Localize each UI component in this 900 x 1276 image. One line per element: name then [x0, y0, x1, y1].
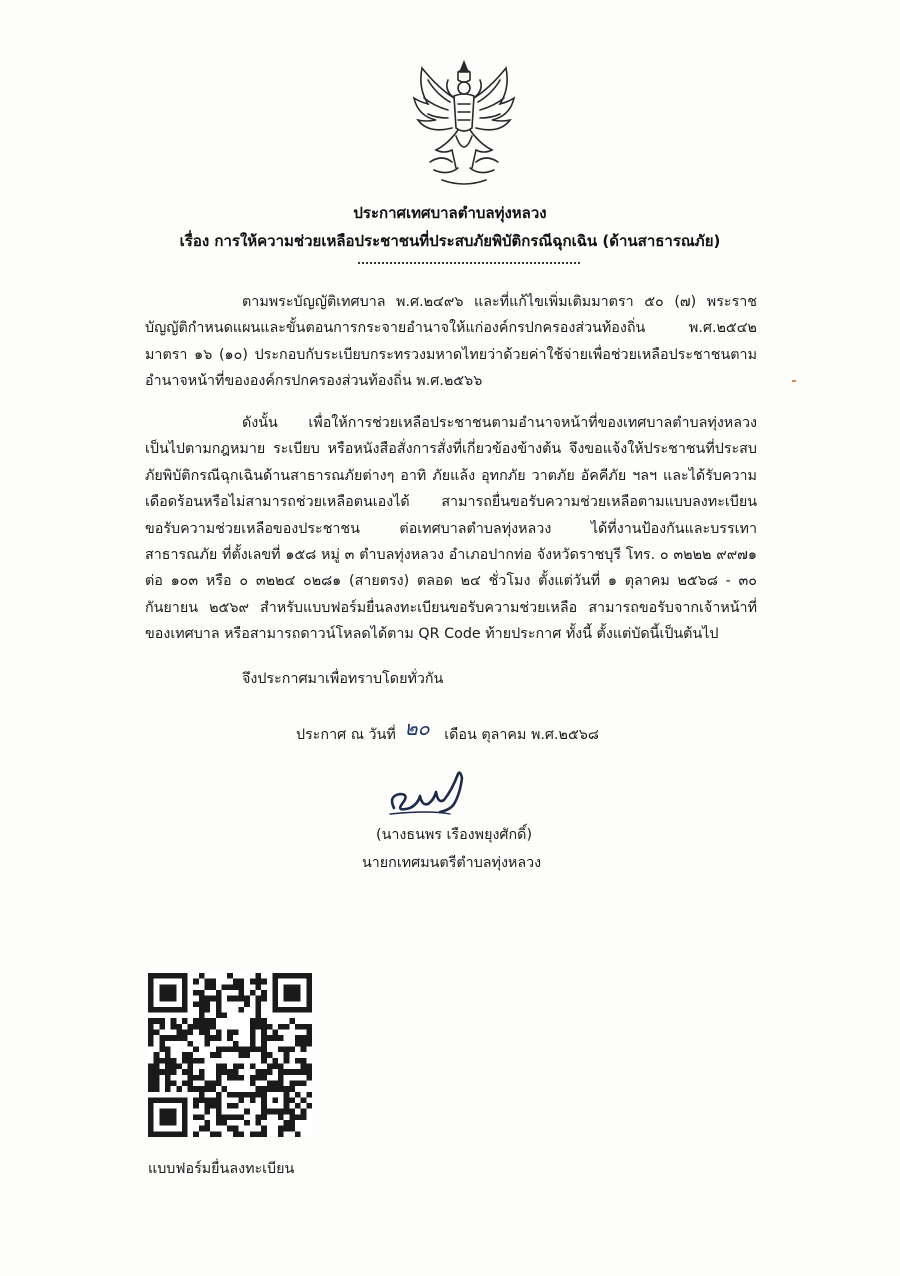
- garuda-emblem-icon: [408, 58, 520, 190]
- date-suffix: เดือน ตุลาคม พ.ศ.๒๕๖๘: [444, 727, 599, 743]
- announcement-date: [296, 716, 599, 748]
- announcement-title: ประกาศเทศบาลตำบลทุ่งหลวง: [353, 204, 547, 222]
- qr-code-icon: [148, 973, 312, 1137]
- ink-speck: [792, 380, 796, 382]
- date-prefix: ประกาศ ณ วันที่: [296, 727, 396, 743]
- signer-name: (นางธนพร เรืองพยุงศักดิ์): [376, 827, 533, 843]
- closing-statement: จึงประกาศมาเพื่อทราบโดยทั่วกัน: [242, 671, 444, 687]
- qr-caption: แบบฟอร์มยื่นลงทะเบียน: [148, 1161, 295, 1177]
- dotted-divider: [358, 262, 580, 264]
- signature-icon: [380, 760, 490, 824]
- paragraph-legal-basis: [145, 289, 757, 395]
- paragraph-announcement: [145, 410, 757, 648]
- paragraph-legal-basis-text: ตามพระบัญญัติเทศบาล พ.ศ.๒๔๙๖ และที่แก้ไขเพิ่มเติมมาตรา ๕๐ (๗) พระราชบัญญัติกำหนดแผนและขั้นตอนการกระจายอำนาจให้แก่องค์กรปกครองส่วนท้องถิ่น พ.ศ.๒๕๔๒ มาตรา ๑๖ (๑๐) ประกอบกับระเบียบกระทรวงมหาดไทยว่าด้วยค่าใช้จ่ายเพื่อช่วยเหลือประชาชนตามอำนาจหน้าที่ขององค์กรปกครองส่วนท้องถิ่น พ.ศ.๒๕๖๖: [145, 294, 757, 390]
- date-day-handwritten: ๒๐: [404, 716, 430, 740]
- signer-position: นายกเทศมนตรีตำบลทุ่งหลวง: [362, 855, 542, 871]
- announcement-subject: เรื่อง การให้ความช่วยเหลือประชาชนที่ประสบภัยพิบัติกรณีฉุกเฉิน (ด้านสาธารณภัย): [179, 232, 721, 250]
- paragraph-announcement-text: ดังนั้น เพื่อให้การช่วยเหลือประชาชนตามอำนาจหน้าที่ของเทศบาลตำบลทุ่งหลวง เป็นไปตามกฎหมาย ระเบียบ หรือหนังสือสั่งการสั่งที่เกี่ยวข้องข้างต้น จึงขอแจ้งให้ประชาชนที่ประสบภัยพิบัติกรณีฉุกเฉินด้านสาธารณภัยต่างๆ อาทิ ภัยแล้ง อุทกภัย วาตภัย อัคคีภัย ฯลฯ และได้รับความเดือดร้อนหรือไม่สามารถช่วยเหลือตนเองได้ สามารถยื่นขอรับความช่วยเหลือตามแบบลงทะเบียนขอรับความช่วยเหลือของประชาชน ต่อเทศบาลตำบลทุ่งหลวง ได้ที่งานป้องกันและบรรเทาสาธารณภัย ที่ตั้งเลขที่ ๑๕๘ หมู่ ๓ ตำบลทุ่งหลวง อำเภอปากท่อ จังหวัดราชบุรี โทร. ๐ ๓๒๒๒ ๙๙๗๑ ต่อ ๑๐๓ หรือ ๐ ๓๒๒๔ ๐๒๘๑ (สายตรง) ตลอด ๒๔ ชั่วโมง ตั้งแต่วันที่ ๑ ตุลาคม ๒๕๖๘ - ๓๐ กันยายน ๒๕๖๙ สำหรับแบบฟอร์มยื่นลงทะเบียนขอรับความช่วยเหลือ สามารถขอรับจากเจ้าหน้าที่ของเทศบาล หรือสามารถดาวน์โหลดได้ตาม QR Code ท้ายประกาศ ทั้งนี้ ตั้งแต่บัดนี้เป็นต้นไป: [145, 415, 757, 643]
